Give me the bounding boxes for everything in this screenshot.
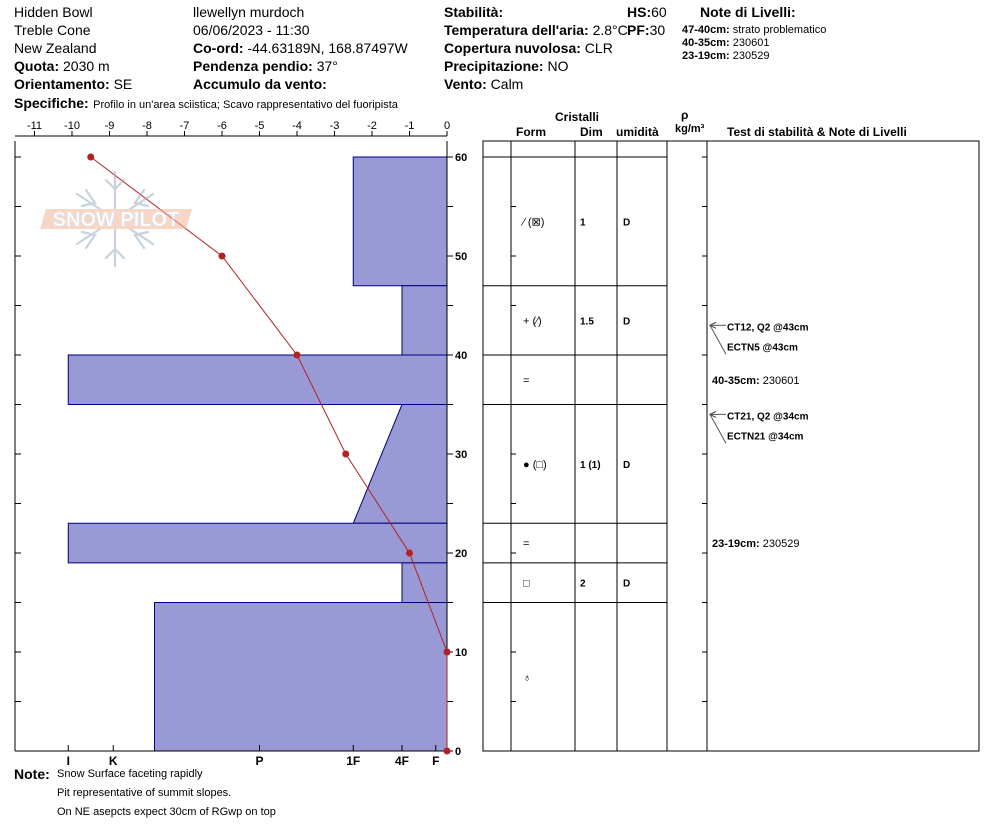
density-unit: kg/m³ (675, 123, 705, 135)
layer-notes-title: Note di Livelli: (700, 4, 796, 20)
density-symbol: ρ (681, 108, 689, 122)
wind-label: Vento: (444, 76, 487, 92)
precip-label: Precipitazione: (444, 58, 544, 74)
grain-size: 1 (580, 217, 586, 229)
temp-tick-label: -9 (104, 120, 115, 132)
stability-label: Stabilità: (444, 4, 504, 20)
layer-note-text: 230601 (732, 37, 770, 49)
height-tick-label: 60 (455, 152, 468, 164)
temperature-point (342, 451, 349, 458)
grain-form: ● (□) (523, 458, 547, 471)
temperature-point (87, 154, 94, 161)
temp-tick-label: -11 (26, 120, 43, 132)
grain-form: ♁ (523, 671, 532, 684)
temperature-point (219, 253, 226, 260)
test-arrow (710, 414, 726, 443)
temperature-point (406, 550, 413, 557)
temp-tick-label: -10 (64, 120, 80, 132)
air-temp-value: 2.8°C (592, 22, 628, 38)
height-tick-label: 40 (455, 350, 468, 362)
grain-size: 2 (580, 578, 586, 590)
cloud-label: Copertura nuvolosa: (444, 40, 581, 56)
note-line: On NE asepcts expect 30cm of RGwp on top (57, 806, 276, 818)
hardness-layer (402, 563, 447, 603)
hardness-tick-label: F (432, 754, 440, 768)
notes-label: Note: (14, 766, 50, 782)
stability-test: CT21, Q2 @34cm (727, 411, 809, 423)
height-tick-label: 10 (455, 647, 468, 659)
hardness-layer (353, 157, 447, 286)
precip-value: NO (547, 58, 569, 74)
observer-name: llewellyn murdoch (193, 4, 305, 20)
slope-label: Pendenza pendio: (193, 58, 313, 74)
crystals-header: Cristalli (555, 110, 600, 124)
coordinates-label: Co-ord: (193, 40, 244, 56)
stability-test: ECTN5 @43cm (727, 342, 798, 354)
test-arrow (710, 325, 726, 354)
elevation-label: Quota: (14, 58, 60, 74)
temp-tick-label: -5 (254, 120, 265, 132)
layer-note-range: 40-35cm: (682, 37, 730, 49)
grain-form: = (523, 374, 530, 387)
moisture: D (623, 217, 631, 229)
hardness-profile (68, 157, 447, 751)
layer-note-text: 230601 (759, 374, 800, 387)
hardness-layer (68, 523, 447, 563)
temp-tick-label: -1 (404, 120, 415, 132)
moisture: D (623, 316, 631, 328)
layer-note-text: strato problematico (732, 24, 827, 36)
hs-label: HS: (627, 4, 652, 20)
specifics-value: Profilo in un'area sciistica; Scavo rappresentativo del fuoripista (93, 99, 398, 111)
hardness-tick-label: 1F (346, 754, 361, 768)
hardness-tick-label: I (66, 754, 70, 768)
layer-note-range: 47-40cm: (682, 24, 730, 36)
observation-datetime: 06/06/2023 - 11:30 (193, 22, 310, 38)
hardness-layer (68, 355, 447, 405)
stability-test: ECTN21 @34cm (727, 431, 804, 443)
temperature-point (444, 748, 451, 755)
hardness-layer (155, 603, 448, 752)
layer-note (712, 538, 799, 550)
table-border (483, 141, 979, 751)
hs-value: 60 (651, 4, 667, 20)
area-name: Treble Cone (14, 22, 91, 38)
hardness-tick-label: K (108, 754, 118, 768)
grain-form: □ (523, 577, 530, 590)
moisture: D (623, 459, 631, 471)
height-tick-label: 50 (455, 251, 468, 263)
aspect-value: SE (113, 76, 133, 92)
snowpilot-logo (40, 172, 192, 266)
layer-note-range: 23-19cm: (712, 538, 760, 551)
moisture: D (623, 578, 631, 590)
temperature-point (444, 649, 451, 656)
location-name: Hidden Bowl (14, 4, 93, 20)
pf-label: PF: (627, 22, 650, 38)
layers-table (483, 141, 979, 751)
grain-form: + (⁄) (523, 315, 542, 328)
temp-tick-label: -3 (329, 120, 340, 132)
elevation-value: 2030 m (63, 58, 110, 74)
hardness-tick-label: 4F (394, 754, 410, 768)
coordinates-value: -44.63189N, 168.87497W (247, 40, 408, 56)
temp-tick-label: 0 (443, 120, 451, 132)
air-temp-label: Temperatura dell'aria: (444, 22, 589, 38)
tests-header: Test di stabilità & Note di Livelli (727, 125, 907, 139)
temperature-point (294, 352, 301, 359)
hardness-tick-label: P (255, 754, 264, 768)
moisture-header: umidità (616, 125, 659, 139)
grain-size: 1.5 (580, 316, 594, 328)
form-header: Form (516, 125, 546, 139)
layer-note-text: 230529 (732, 50, 770, 62)
layer-note-text: 230529 (759, 538, 800, 551)
wind-loading-label: Accumulo da vento: (193, 76, 327, 92)
height-tick-label: 0 (455, 746, 462, 758)
temp-tick-label: -8 (142, 120, 152, 132)
size-header: Dim (580, 125, 603, 139)
layer-note-range: 23-19cm: (682, 50, 730, 62)
logo-text: SNOW PILOT (52, 209, 180, 231)
height-tick-label: 20 (455, 548, 468, 560)
temp-tick-label: -6 (217, 120, 227, 132)
aspect-label: Orientamento: (14, 76, 110, 92)
note-line: Pit representative of summit slopes. (57, 787, 232, 799)
wind-value: Calm (490, 76, 524, 92)
grain-form: ⁄ (⊠) (523, 216, 545, 229)
specifics-label: Specifiche: (14, 95, 89, 111)
country-name: New Zealand (14, 40, 97, 56)
note-line: Snow Surface faceting rapidly (57, 768, 203, 780)
layer-note (712, 375, 799, 387)
hardness-layer (353, 405, 447, 524)
grain-form: = (523, 538, 530, 551)
slope-value: 37° (316, 58, 338, 74)
temp-tick-label: -2 (367, 120, 377, 132)
temp-tick-label: -4 (292, 120, 302, 132)
hardness-layer (402, 286, 447, 355)
layer-note-range: 40-35cm: (712, 374, 760, 387)
height-tick-label: 30 (455, 449, 468, 461)
cloud-value: CLR (584, 40, 613, 56)
grain-size: 1 (1) (580, 459, 601, 471)
temp-tick-label: -7 (179, 120, 190, 132)
pf-value: 30 (649, 22, 666, 38)
stability-test: CT12, Q2 @43cm (727, 322, 809, 334)
